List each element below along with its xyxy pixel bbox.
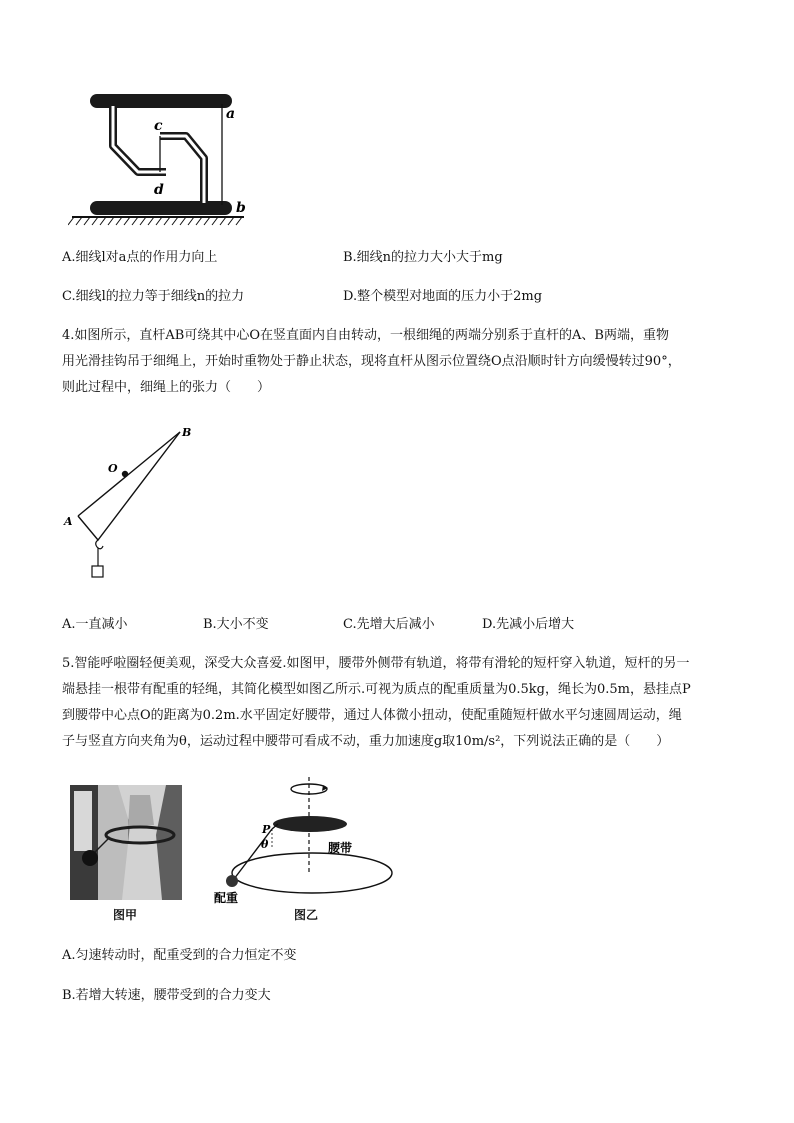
weight-ball <box>82 850 98 866</box>
q5-stem-line2: 端悬挂一根带有配重的轻绳，其简化模型如图乙所示.可视为质点的配重质量为0.5kg，绳长为0.5m，悬挂点P <box>62 682 691 697</box>
label-P: P <box>262 823 271 836</box>
q5-stem-line3: 到腰带中心点O的距离为0.2m.水平固定好腰带，通过人体微小扭动，使配重随短杆做水平匀速圆周运动，绳 <box>62 708 682 723</box>
q4-option-d: D.先减小后增大 <box>482 617 575 632</box>
top-bar <box>90 94 232 108</box>
q3-option-c: C.细线l的拉力等于细线n的拉力 <box>62 289 245 304</box>
q3-option-a: A.细线l对a点的作用力向上 <box>62 250 218 265</box>
q4-figure <box>60 420 210 590</box>
lower-frame <box>160 136 204 203</box>
caption-yi: 图乙 <box>294 908 319 922</box>
label-O: O <box>108 462 118 475</box>
label-B: B <box>182 426 192 439</box>
q5-option-b: B.若增大转速，腰带受到的合力变大 <box>62 988 271 1003</box>
bottom-bar <box>90 201 232 215</box>
q5-stem-line4: 子与竖直方向夹角为θ，运动过程中腰带可看成不动，重力加速度g取10m/s²，下列说法正确的是（ ） <box>62 734 670 749</box>
q4-stem-line1: 4.如图所示，直杆AB可绕其中心O在竖直面内自由转动，一根细绳的两端分别系于直杆的A、B两端，重物 <box>62 328 669 343</box>
label-weight: 配重 <box>214 891 239 905</box>
upper-frame <box>113 106 166 172</box>
hook <box>96 540 103 549</box>
q5-rope <box>234 829 272 879</box>
label-A: A <box>64 515 73 528</box>
q4-option-c: C.先增大后减小 <box>343 617 435 632</box>
q5-photo-jia <box>70 785 182 900</box>
q3-option-b: B.细线n的拉力大小大于mg <box>343 250 503 265</box>
belt-disc <box>273 816 347 832</box>
q3-option-d: D.整个模型对地面的压力小于2mg <box>343 289 543 304</box>
q4-stem-line2: 用光滑挂钩吊于细绳上，开始时重物处于静止状态，现将直杆从图示位置绕O点沿顺时针方向缓慢转过90°， <box>62 354 681 369</box>
q5-model-yi <box>212 775 397 905</box>
rope <box>78 432 180 540</box>
q4-stem <box>62 323 752 401</box>
q5-stem <box>62 651 752 755</box>
label-d: d <box>154 182 164 198</box>
q3-figure <box>68 88 258 228</box>
q4-option-a: A.一直减小 <box>62 617 128 632</box>
q4-stem-line3: 则此过程中，细绳上的张力（ ） <box>62 380 271 395</box>
orbit-ellipse <box>232 853 392 893</box>
label-b: b <box>236 200 246 216</box>
q5-stem-line1: 5.智能呼啦圈轻便美观，深受大众喜爱.如图甲，腰带外侧带有轨道，将带有滑轮的短杆穿入轨道，短杆的另一 <box>62 656 690 671</box>
rod-ab <box>78 432 180 516</box>
q4-option-b: B.大小不变 <box>203 617 269 632</box>
pivot-o <box>122 471 128 477</box>
label-belt: 腰带 <box>328 841 353 855</box>
weight <box>92 566 103 577</box>
label-c: c <box>154 118 163 134</box>
q5-option-a: A.匀速转动时，配重受到的合力恒定不变 <box>62 948 297 963</box>
q5-weight <box>226 875 238 887</box>
label-theta: θ <box>261 838 269 851</box>
label-a: a <box>226 106 236 122</box>
caption-jia: 图甲 <box>113 908 138 922</box>
